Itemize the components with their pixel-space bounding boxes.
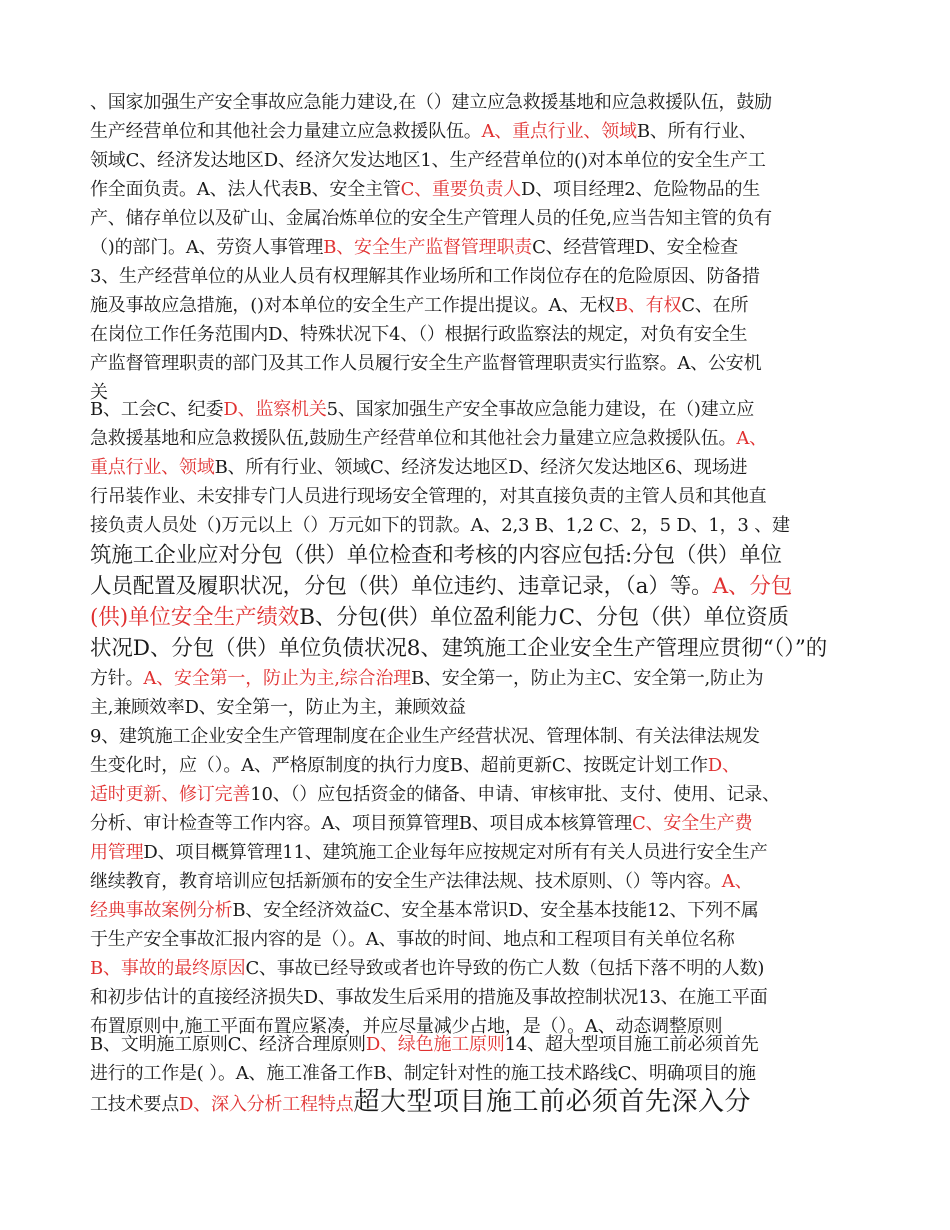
- body-text: 继续教育，教育培训应包括新颁布的安全生产法律法规、技术原则、（）等内容。: [90, 871, 722, 892]
- answer-text: C、安全生产费: [632, 813, 753, 834]
- text-line: [90, 262, 870, 291]
- body-text: 施及事故应急措施，()对本单位的安全生产工作提出提议。A、无权: [90, 295, 615, 316]
- text-line: [90, 983, 870, 1012]
- answer-text: D、深入分析工程特点: [179, 1094, 354, 1115]
- text-line: [90, 88, 870, 117]
- body-text: 接负责人员处（)万元以上（）万元如下的罚款。A、2,3 B、1,2 C、2，5 D、1，3 、建: [90, 515, 790, 536]
- text-line: [90, 722, 870, 751]
- body-text: 和初步估计的直接经济损失D、事故发生后采用的措施及事故控制状况13、在施工平面: [90, 987, 768, 1008]
- answer-text: 经典事故案例分析: [90, 900, 233, 921]
- body-text: 工技术要点: [90, 1094, 179, 1115]
- text-line: [90, 809, 870, 838]
- text-line: [90, 571, 870, 602]
- text-line: [90, 1030, 870, 1059]
- body-text: C、经营管理D、安全检查: [532, 237, 738, 258]
- text-line: [90, 954, 870, 983]
- text-line: [90, 146, 870, 175]
- body-text: 布置原则中,施工平面布置应紧凑，并应尽量减少占地，是（）。A、动态调整原则: [90, 1016, 723, 1037]
- text-line: [90, 751, 870, 780]
- text-line: [90, 482, 870, 511]
- body-text: D、项目经理2、危险物品的生: [521, 179, 761, 200]
- answer-text: B、有权: [614, 295, 682, 316]
- body-text: 、国家加强生产安全事故应急能力建设,在（）建立应急救援基地和应急救援队伍，鼓励: [90, 92, 772, 113]
- body-text: 主,兼顾效率D、安全第一，防止为主，兼顾效益: [90, 697, 466, 718]
- body-text: 方针。: [90, 668, 144, 689]
- body-text: B、分包(供）单位盈利能力C、分包（供）单位资质: [299, 605, 789, 630]
- body-text: B、文明施工原则C、经济合理原则: [90, 1034, 366, 1055]
- body-text: 行吊装作业、未安排专门人员进行现场安全管理的，对其直接负责的主管人员和其他直: [90, 486, 767, 507]
- text-line: [90, 511, 870, 540]
- question-paragraph: [90, 395, 870, 722]
- answer-text: A、重点行业、领域: [481, 121, 637, 142]
- trailing-large-text: 超大型项目施工前必须首先深入分: [353, 1087, 751, 1117]
- text-line: [90, 117, 870, 146]
- answer-text: A、: [736, 428, 767, 449]
- text-line: [90, 291, 870, 320]
- answer-text: A、分包: [712, 574, 793, 599]
- text-line: [90, 320, 870, 349]
- body-text: 关: [90, 382, 108, 403]
- answer-text: (供)单位安全生产绩效: [90, 605, 300, 630]
- answer-text: 适时更新、修订完善: [90, 784, 251, 805]
- answer-text: A、安全第一，防止为主,综合治理: [143, 668, 411, 689]
- body-text: 产、储存单位以及矿山、金属冶炼单位的安全生产管理人员的任免,应当告知主管的负有: [90, 208, 772, 229]
- answer-text: 用管理: [90, 842, 144, 863]
- body-text: 14、超大型项目施工前必须首先: [504, 1034, 759, 1055]
- answer-text: B、安全生产监督管理职责: [323, 237, 533, 258]
- text-line: [90, 453, 870, 482]
- answer-text: C、重要负责人: [400, 179, 521, 200]
- body-text: 在岗位工作任务范围内D、特殊状况下4、（）根据行政监察法的规定，对负有安全生: [90, 324, 748, 345]
- body-text: 分析、审计检查等工作内容。A、项目预算管理B、项目成本核算管理: [90, 813, 633, 834]
- text-line: [90, 395, 870, 424]
- answer-text: D、: [707, 755, 740, 776]
- body-text: 于生产安全事故汇报内容的是（）。A、事故的时间、地点和工程项目有关单位名称: [90, 929, 735, 950]
- body-text: B、所有行业、领域C、经济发达地区D、经济欠发达地区6、现场进: [214, 457, 748, 478]
- question-paragraph: [90, 88, 870, 407]
- text-line: [90, 1059, 870, 1088]
- body-text: 筑施工企业应对分包（供）单位检查和考核的内容应包括:分包（供）单位: [90, 543, 782, 568]
- body-text: B、工会C、纪委: [90, 399, 224, 420]
- text-line: [90, 540, 870, 571]
- text-line: [90, 896, 870, 925]
- text-line: [90, 838, 870, 867]
- question-paragraph: [90, 1030, 870, 1117]
- answer-text: B、事故的最终原因: [90, 958, 246, 979]
- body-text: D、项目概算管理11、建筑施工企业每年应按规定对所有有关人员进行安全生产: [143, 842, 768, 863]
- body-text: C、在所: [681, 295, 749, 316]
- body-text: 3、生产经营单位的从业人员有权理解其作业场所和工作岗位存在的危险原因、防备措: [90, 266, 760, 287]
- body-text: 生产经营单位和其他社会力量建立应急救援队伍。: [90, 121, 482, 142]
- body-text: 急救援基地和应急救援队伍,鼓励生产经营单位和其他社会力量建立应急救援队伍。: [90, 428, 737, 449]
- body-text: 5、国家加强生产安全事故应急能力建设，在（)建立应: [326, 399, 755, 420]
- question-paragraph: [90, 722, 870, 1041]
- text-line: [90, 602, 870, 633]
- text-line: [90, 925, 870, 954]
- body-text: 状况D、分包（供）单位负债状况8、建筑施工企业安全生产管理应贯彻“（）”的: [90, 636, 828, 661]
- text-line: [90, 424, 870, 453]
- text-line: [90, 780, 870, 809]
- body-text: 生变化时，应（）。A、严格原制度的执行力度B、超前更新C、按既定计划工作: [90, 755, 708, 776]
- text-line: [90, 204, 870, 233]
- body-text: 10、（）应包括资金的储备、申请、审核审批、支付、使用、记录、: [250, 784, 780, 805]
- text-line: [90, 1088, 870, 1117]
- text-line: [90, 175, 870, 204]
- text-line: [90, 233, 870, 262]
- text-line: [90, 633, 870, 664]
- answer-text: A、: [721, 871, 753, 892]
- answer-text: 重点行业、领域: [90, 457, 215, 478]
- body-text: 作全面负责。A、法人代表B、安全主管: [90, 179, 401, 200]
- body-text: （)的部门。A、劳资人事管理: [90, 237, 324, 258]
- body-text: 进行的工作是( ）。A、施工准备工作B、制定针对性的施工技术路线C、明确项目的施: [90, 1063, 756, 1084]
- text-line: [90, 664, 870, 693]
- body-text: C、事故已经导致或者也许导致的伤亡人数（包括下落不明的人数): [245, 958, 765, 979]
- body-text: 领域C、经济发达地区D、经济欠发达地区1、生产经营单位的()对本单位的安全生产工: [90, 150, 766, 171]
- body-text: B、安全经济效益C、安全基本常识D、安全基本技能12、下列不属: [232, 900, 759, 921]
- answer-text: D、监察机关: [223, 399, 327, 420]
- body-text: B、安全第一，防止为主C、安全第一,防止为: [410, 668, 764, 689]
- body-text: B、所有行业、: [636, 121, 757, 142]
- body-text: 产监督管理职责的部门及其工作人员履行安全生产监督管理职责实行监察。A、公安机: [90, 353, 762, 374]
- text-line: [90, 693, 870, 722]
- answer-text: D、绿色施工原则: [365, 1034, 505, 1055]
- body-text: 9、建筑施工企业安全生产管理制度在企业生产经营状况、管理体制、有关法律法规发: [90, 726, 760, 747]
- text-line: [90, 867, 870, 896]
- body-text: 人员配置及履职状况，分包（供）单位违约、违章记录，（a）等。: [90, 574, 713, 599]
- text-line: [90, 349, 870, 378]
